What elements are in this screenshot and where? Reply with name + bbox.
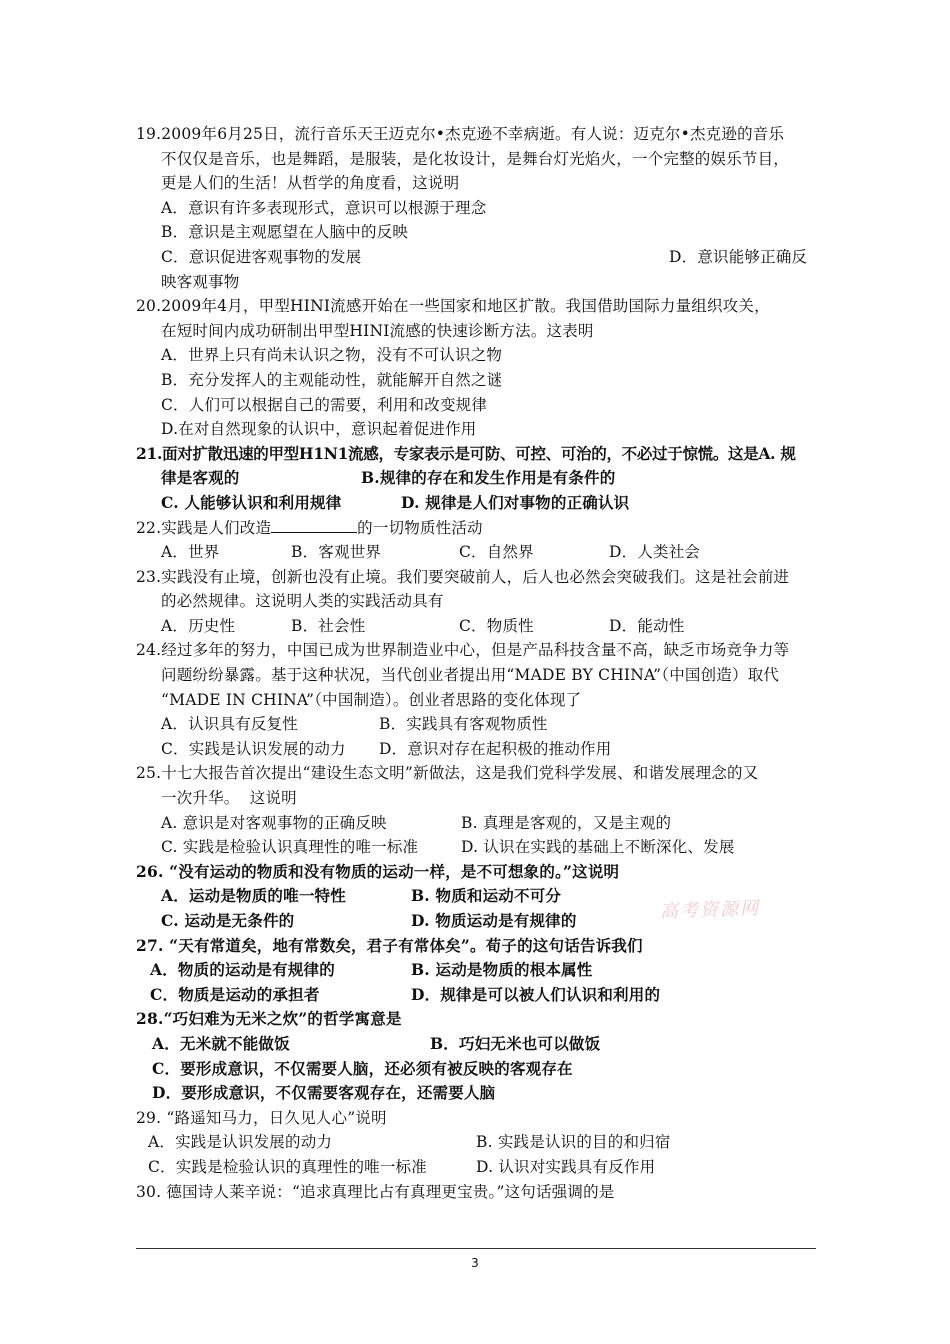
question-19-row-cd (136, 245, 818, 270)
question-28-option-a: A．无米就不能做饭 (152, 1033, 290, 1053)
question-27-option-d: D．规律是可以被人们认识和利用的 (411, 984, 661, 1004)
question-21-line-1: 21.面对扩散迅速的甲型H1N1流感，专家表示是可防、可控、可治的，不必过于惊慌。这是A. 规 (136, 443, 796, 463)
question-24-option-a: A．认识具有反复性 (161, 715, 298, 734)
question-25-line-1: 25.十七大报告首次提出“建设生态文明”新做法，这是我们党科学发展、和谐发展理念的又 (136, 764, 759, 783)
question-22-stem-start: 22.实践是人们改造 (136, 518, 272, 537)
question-24-line-3: “MADE IN CHINA”（中国制造）。创业者思路的变化体现了 (161, 690, 582, 709)
question-19-line-1: 19.2009年6月25日，流行音乐天王迈克尔•杰克逊不幸病逝。有人说：迈克尔•杰克逊的音乐 (136, 125, 785, 143)
question-25-row-cd (136, 835, 818, 860)
answer-blank (271, 517, 357, 533)
question-24-line-2: 问题纷纷暴露。基于这种状况，当代创业者提出用“MADE BY CHINA”（中国创造）取代 (161, 666, 780, 685)
question-19-option-c: C．意识促进客观事物的发展 (161, 247, 362, 266)
question-19-stem (136, 122, 818, 196)
question-23-line-2: 的必然规律。这说明人类的实践活动具有 (161, 592, 444, 611)
question-21-row-cd (136, 491, 818, 516)
question-25-row-ab (136, 811, 818, 836)
question-25-option-b: B. 真理是客观的，又是主观的 (461, 813, 672, 832)
question-24-option-b: B．实践具有客观物质性 (379, 715, 548, 734)
question-21-row-ab (136, 466, 818, 491)
question-29-row-cd (136, 1155, 818, 1180)
question-23-options (136, 614, 818, 639)
question-20-option-c: C．人们可以根据自己的需要，利用和改变规律 (161, 395, 488, 414)
question-19-option-b: B．意识是主观愿望在人脑中的反映 (161, 223, 409, 242)
question-26-option-c: C. 运动是无条件的 (161, 911, 295, 930)
question-28-option-c: C．要形成意识，不仅需要人脑，还必须有被反映的客观存在 (152, 1058, 573, 1078)
question-20-option-b: B．充分发挥人的主观能动性，就能解开自然之谜 (161, 370, 503, 389)
question-23-line-1: 23.实践没有止境，创新也没有止境。我们要突破前人，后人也必然会突破我们。这是社会前进 (136, 567, 790, 586)
question-27-option-a: A．物质的运动是有规律的 (150, 960, 335, 980)
question-25-line-2: 一次升华。 这说明 (161, 789, 297, 808)
question-22-option-d: D．人类社会 (609, 543, 701, 562)
question-19-line-3: 更是人们的生活！从哲学的角度看，这说明 (161, 174, 460, 193)
question-29-option-a: A．实践是认识发展的动力 (148, 1133, 333, 1152)
question-28-option-b: B．巧妇无米也可以做饭 (430, 1033, 601, 1053)
question-20-line-2: 在短时间内成功研制出甲型HINI流感的快速诊断方法。这表明 (161, 321, 594, 340)
question-29-option-d: D. 认识对实践具有反作用 (476, 1157, 656, 1176)
question-20-stem (136, 294, 818, 343)
question-list (136, 122, 818, 1204)
question-26-option-a: A．运动是物质的唯一特性 (161, 886, 346, 906)
question-29-stem: 29. “路遥知马力，日久见人心”说明 (136, 1108, 387, 1127)
question-21 (136, 442, 818, 516)
question-20-option-a: A．世界上只有尚未认识之物，没有不可认识之物 (161, 346, 503, 365)
question-23-option-d: D．能动性 (609, 616, 685, 635)
question-22-option-b: B．客观世界 (291, 543, 382, 562)
question-20-option-d: D.在对自然现象的认识中，意识起着促进作用 (161, 420, 477, 439)
question-27-row-ab (136, 958, 818, 983)
question-25-option-c: C. 实践是检验认识真理性的唯一标准 (161, 838, 419, 857)
question-23-option-b: B．社会性 (291, 616, 366, 635)
question-24-row-cd (136, 737, 818, 762)
question-24-row-ab (136, 712, 818, 737)
question-22-option-a: A．世界 (161, 543, 220, 562)
question-28-row-ab (136, 1032, 818, 1057)
question-19-option-a: A．意识有许多表现形式，意识可以根源于理念 (161, 198, 487, 217)
question-27-option-b: B. 运动是物质的根本属性 (411, 960, 593, 980)
question-19-option-d-cont: 映客观事物 (161, 272, 240, 291)
question-29-option-b: B. 实践是认识的目的和归宿 (476, 1133, 671, 1152)
question-29 (136, 1106, 818, 1180)
question-25-stem (136, 761, 818, 810)
question-24-line-1: 24.经过多年的努力，中国已成为世界制造业中心，但是产品科技含量不高，缺乏市场竞争力等 (136, 641, 790, 660)
page-number: 3 (471, 1256, 479, 1270)
question-22-option-c: C．自然界 (459, 543, 534, 562)
question-23-stem (136, 565, 818, 614)
question-27-option-c: C．物质是运动的承担者 (150, 984, 320, 1004)
question-26-stem: 26. “没有运动的物质和没有物质的运动一样，是不可想象的。”这说明 (136, 861, 620, 881)
question-28 (136, 1007, 818, 1105)
question-21-option-c: C. 人能够认识和利用规律 (161, 492, 342, 512)
question-23-option-a: A．历史性 (161, 616, 236, 635)
question-22-options (136, 540, 818, 565)
question-29-option-c: C．实践是检验认识的真理性的唯一标准 (148, 1157, 427, 1176)
question-27 (136, 934, 818, 1008)
footer-rule (136, 1248, 816, 1249)
question-22-stem (136, 516, 818, 541)
question-25 (136, 761, 818, 859)
question-22 (136, 516, 818, 565)
question-24 (136, 638, 818, 761)
question-22-stem-end: 的一切物质性活动 (357, 518, 483, 537)
question-19 (136, 122, 818, 294)
question-28-stem: 28.“巧妇难为无米之炊”的哲学寓意是 (136, 1009, 402, 1029)
question-24-stem (136, 638, 818, 712)
question-23-option-c: C．物质性 (459, 616, 534, 635)
question-21-option-d: D. 规律是人们对事物的正确认识 (401, 492, 630, 512)
watermark: 高考资源网 (659, 897, 761, 923)
question-29-row-ab (136, 1130, 818, 1155)
question-25-option-a: A. 意识是对客观事物的正确反映 (161, 813, 387, 832)
question-25-option-d: D. 认识在实践的基础上不断深化、发展 (461, 838, 735, 857)
question-19-option-d: D．意识能够正确反 (669, 247, 808, 266)
question-30-stem: 30. 德国诗人莱辛说：“追求真理比占有真理更宝贵。”这句话强调的是 (136, 1182, 615, 1201)
question-24-option-d: D．意识对存在起积极的推动作用 (379, 739, 612, 758)
question-26-option-d: D. 物质运动是有规律的 (411, 911, 577, 930)
question-28-option-d: D．要形成意识，不仅需要客观存在，还需要人脑 (152, 1083, 496, 1103)
question-24-option-c: C．实践是认识发展的动力 (161, 739, 346, 758)
question-21-option-a-cont: 律是客观的 (161, 468, 240, 488)
question-19-line-2: 不仅仅是音乐，也是舞蹈，是服装，是化妆设计，是舞台灯光焰火，一个完整的娱乐节目， (161, 149, 790, 168)
question-30 (136, 1180, 818, 1205)
question-27-stem: 27. “天有常道矣，地有常数矣，君子有常体矣”。荀子的这句话告诉我们 (136, 935, 643, 955)
question-20-line-1: 20.2009年4月，甲型HINI流感开始在一些国家和地区扩散。我国借助国际力量组织攻关， (136, 297, 770, 316)
question-26-option-b: B. 物质和运动不可分 (411, 886, 562, 906)
question-21-option-b: B.规律的存在和发生作用是有条件的 (361, 468, 616, 488)
question-27-row-cd (136, 983, 818, 1008)
question-20 (136, 294, 818, 442)
question-23 (136, 565, 818, 639)
